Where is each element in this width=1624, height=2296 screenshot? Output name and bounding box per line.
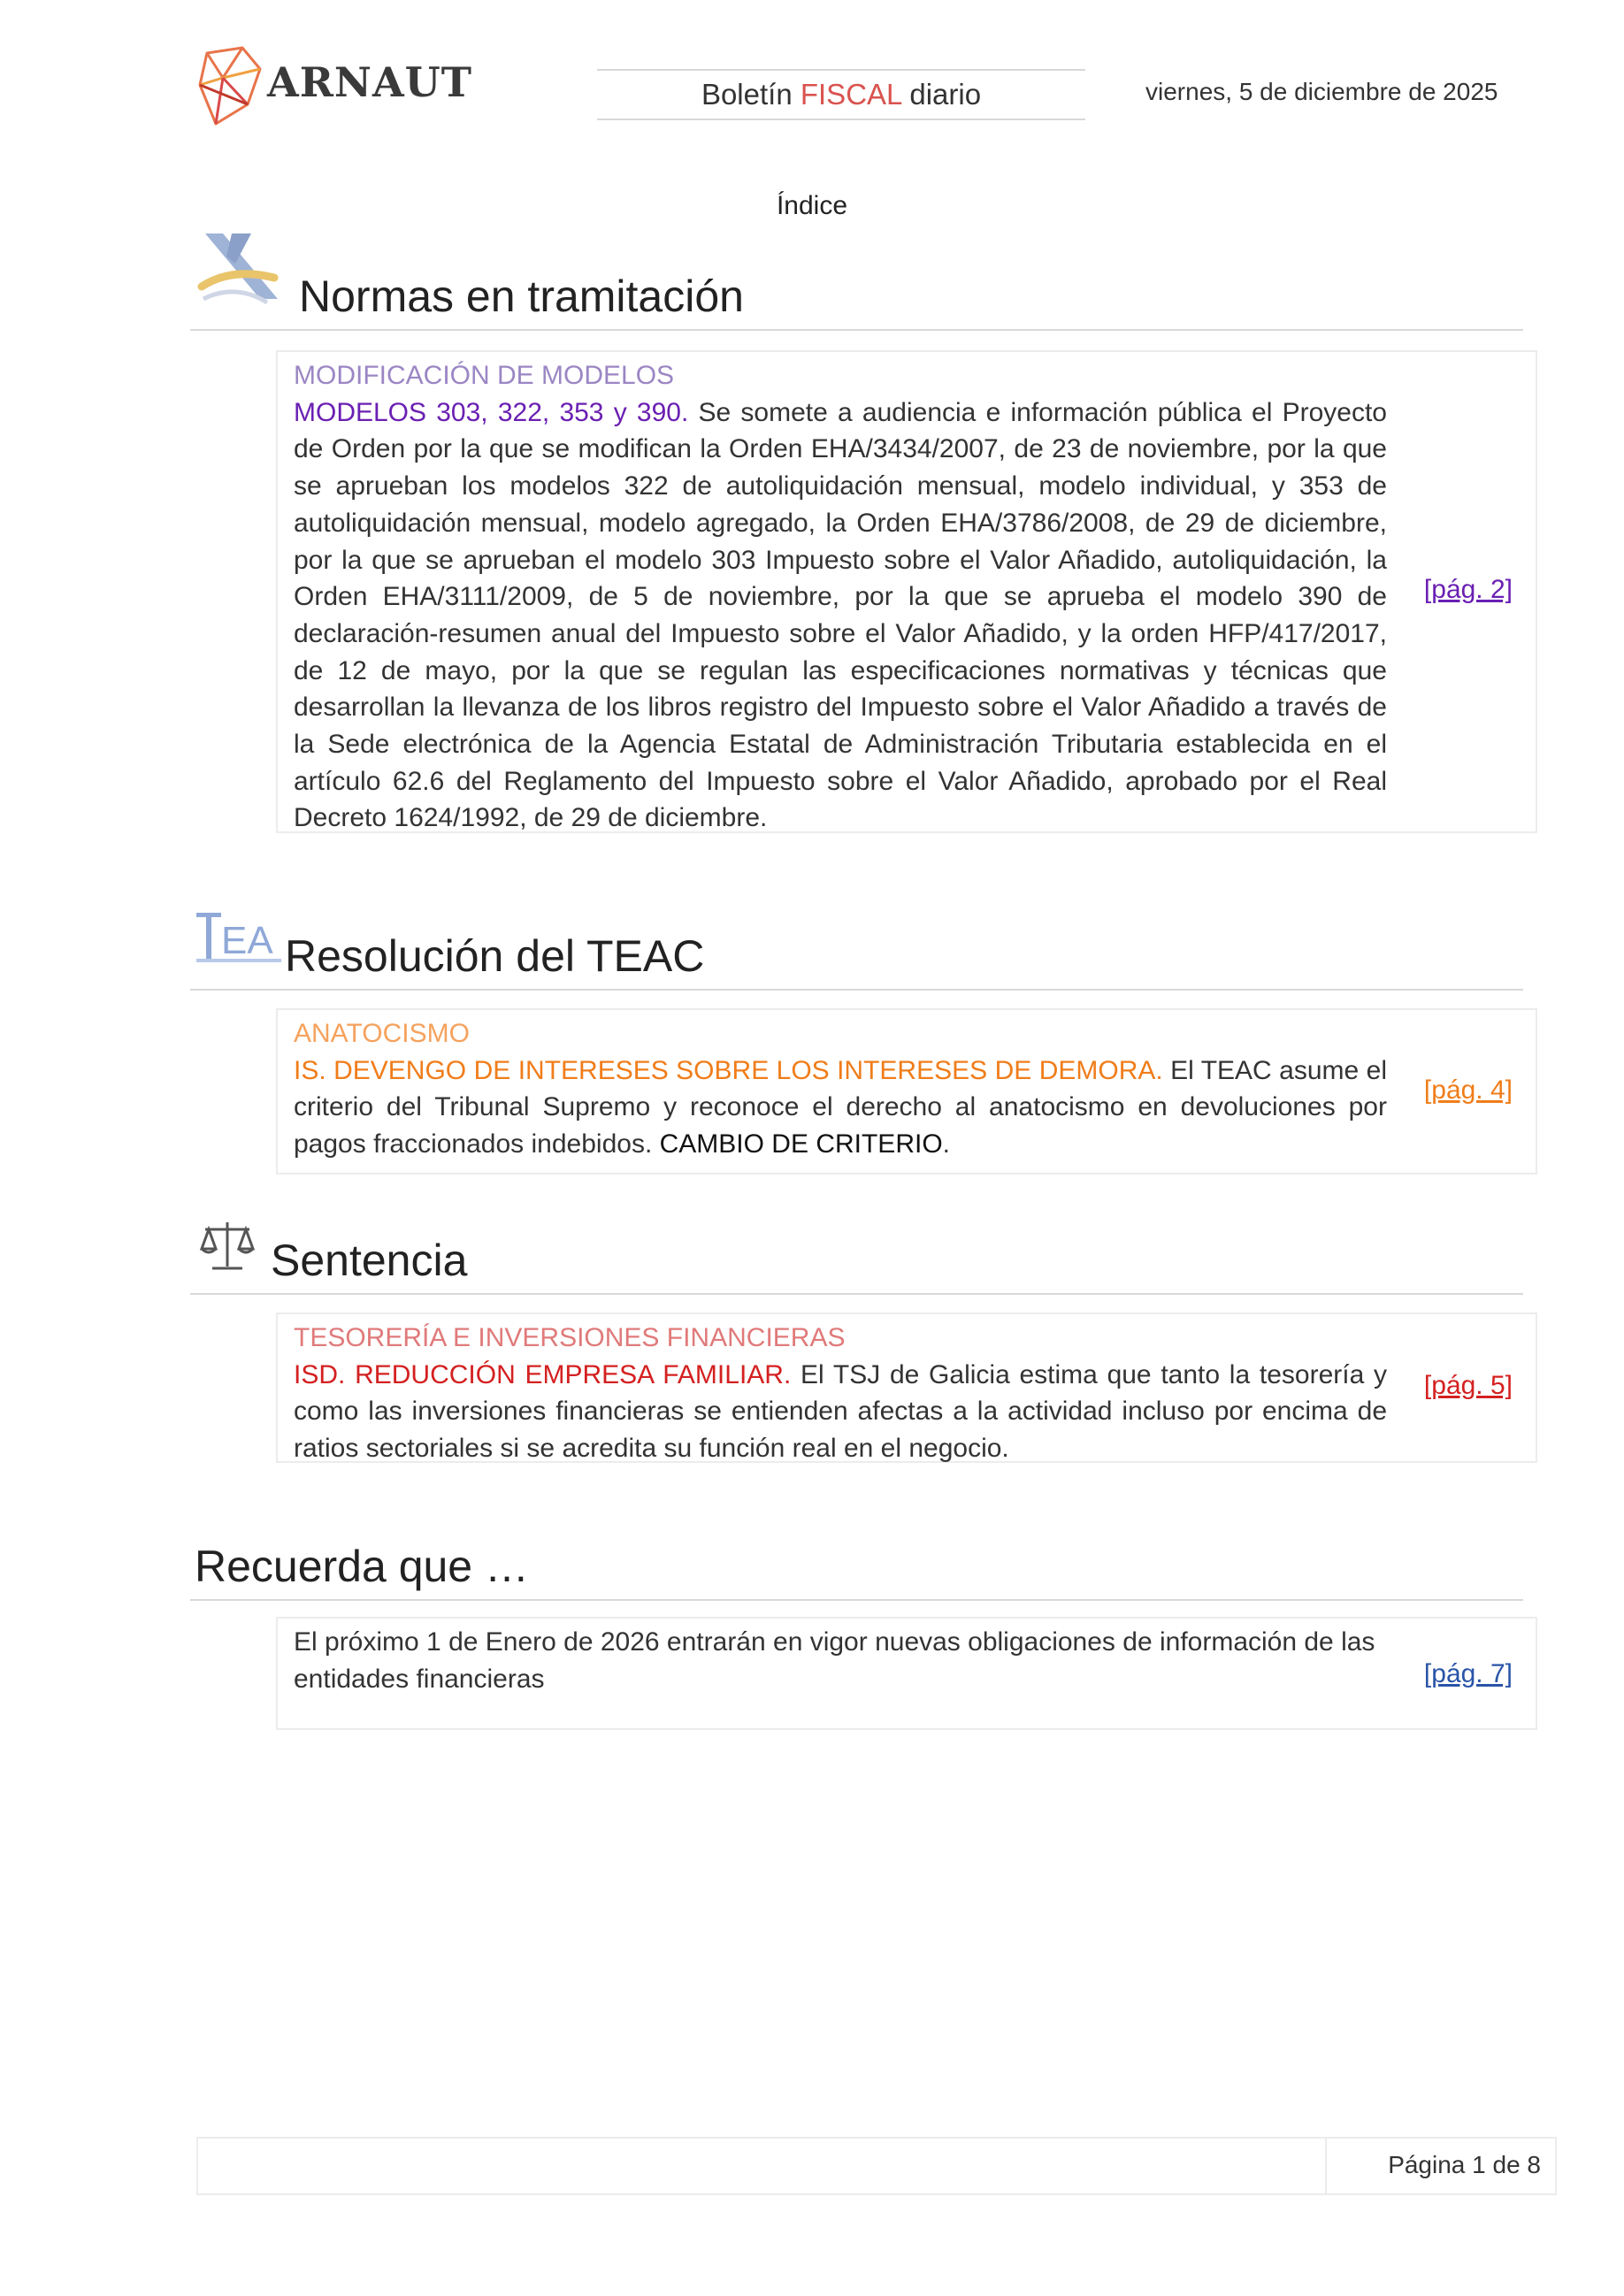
section-title: Normas en tramitación: [299, 272, 744, 321]
footer-divider: [1325, 2139, 1327, 2193]
bulletin-title: Boletín FISCAL diario: [597, 69, 1085, 120]
section-header: [190, 1599, 1523, 1601]
publication-date: viernes, 5 de diciembre de 2025: [1145, 78, 1498, 105]
arnaut-logo-icon: [196, 42, 269, 131]
entry-category: TESORERÍA E INVERSIONES FINANCIERAS: [294, 1323, 846, 1352]
arnaut-logo: [196, 42, 473, 131]
section-title: Sentencia: [271, 1236, 468, 1285]
section-header: [190, 989, 1523, 991]
entry-headline: ISD. REDUCCIÓN EMPRESA FAMILIAR.: [294, 1359, 792, 1389]
index-entry: [276, 350, 1537, 833]
section-title: Recuerda que …: [195, 1542, 530, 1591]
section-title: Resolución del TEAC: [285, 931, 705, 981]
entry-emphasis: CAMBIO DE CRITERIO: [659, 1129, 943, 1159]
index-title: Índice: [776, 191, 848, 220]
page-link[interactable]: [pág. 7]: [1423, 1659, 1513, 1688]
entry-text: El TSJ de Galicia estima que tanto la tesorería y como las inversiones financieras se entienden afectas a la actividad incluso por encima de ratios sectoriales si se acredita su función real en el negocio.: [294, 1359, 1387, 1464]
index-entry: [276, 1313, 1537, 1463]
entry-category: ANATOCISMO: [294, 1019, 470, 1048]
page-link[interactable]: [pág. 4]: [1423, 1075, 1513, 1105]
entry-text: El próximo 1 de Enero de 2026 entrarán en vigor nuevas obligaciones de información de las entidades financieras: [294, 1627, 1375, 1694]
page-link[interactable]: [pág. 2]: [1423, 575, 1513, 604]
index-entry: ANATOCISMO IS. DEVENGO DE INTERESES SOBRE LOS INTERESES DE DEMORA. El TEAC asume el criterio del Tribunal Supremo y reconoce el derecho al anatocismo en devoluciones por pagos fraccionados indebidos. CAMBIO DE CRITERIO. [pág. 4]: [276, 1008, 1537, 1175]
svg-text:EA: EA: [221, 919, 273, 962]
page-link[interactable]: [pág. 5]: [1423, 1371, 1513, 1400]
scales-icon: [200, 1219, 255, 1274]
section-header: [190, 1293, 1523, 1295]
entry-headline: MODELOS 303, 322, 353 y 390.: [294, 397, 689, 427]
entry-headline: IS. DEVENGO DE INTERESES SOBRE LOS INTERESES DE DEMORA.: [294, 1055, 1163, 1085]
entry-text: Se somete a audiencia e información pública el Proyecto de Orden por la que se modifican la Orden EHA/3434/2007, de 23 de noviembre, por la que se aprueban los modelos 322 de autoliquidación mensual, modelo individual, y 353 de autoliquidación mensual, modelo agregado, la Orden EHA/3786/2008, de 29 de diciembre, por la que se aprueban el modelo 303 Impuesto sobre el Valor Añadido, autoliquidación, la Orden EHA/3111/2009, de 5 de noviembre, por la que se aprueba el modelo 390 de declaración-resumen anual del Impuesto sobre el Valor Añadido, y la orden HFP/417/2017, de 12 de mayo, por la que se regulan las especificaciones normativas y técnicas que desarrollan la llevanza de los libros registro del Impuesto sobre el Valor Añadido a través de la Sede electrónica de la Agencia Estatal de Administración Tributaria establecida en el artículo 62.6 del Reglamento del Impuesto sobre el Valor Añadido, aprobado por el Real Decreto 1624/1992, de 29 de diciembre.: [294, 397, 1387, 833]
section-header: [190, 329, 1523, 331]
brand-name: ARNAUT: [267, 58, 473, 106]
entry-category: MODIFICACIÓN DE MODELOS: [294, 361, 675, 390]
teac-logo-icon: [196, 911, 281, 968]
page-number: Página 1 de 8: [1388, 2151, 1541, 2178]
index-entry: [276, 1617, 1537, 1730]
page-footer: [196, 2137, 1557, 2195]
entry-text: El TEAC asume el criterio del Tribunal Supremo y reconoce el derecho al anatocismo en devoluciones por pagos fraccionados indebidos.: [294, 1055, 1387, 1159]
aeat-logo-icon: [196, 232, 285, 311]
